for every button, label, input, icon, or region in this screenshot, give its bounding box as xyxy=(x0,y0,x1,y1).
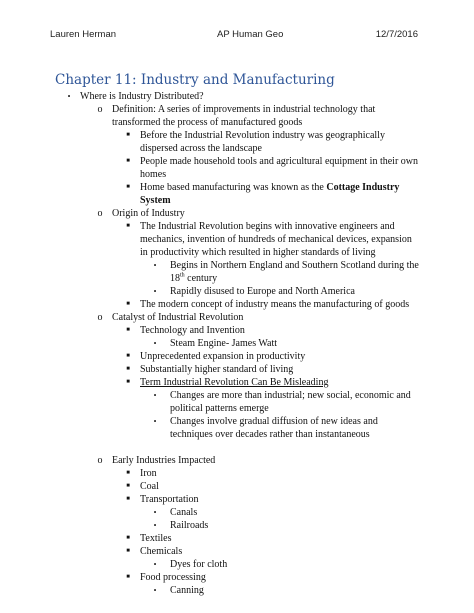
outline-text: People made household tools and agricultural equipment in their own homes xyxy=(140,156,418,180)
bullet-marker: • xyxy=(153,339,157,348)
square-bullet-marker: ■ xyxy=(126,366,130,372)
outline-item xyxy=(0,584,474,597)
bullet-marker: • xyxy=(153,508,157,517)
bullet-marker: o xyxy=(97,312,103,323)
bullet-marker: • xyxy=(153,560,157,569)
outline-item xyxy=(0,350,474,363)
outline-item xyxy=(0,532,474,545)
outline-text: Canals xyxy=(170,507,198,518)
bullet-marker: o xyxy=(97,104,103,115)
outline-item xyxy=(0,298,474,311)
outline-item xyxy=(0,467,474,480)
bullet-marker: • xyxy=(67,92,71,101)
header-date: 12/7/2016 xyxy=(375,29,418,40)
header-name: Lauren Herman xyxy=(50,29,117,40)
outline-item xyxy=(0,90,474,103)
square-bullet-marker: ■ xyxy=(126,548,130,554)
square-bullet-marker: ■ xyxy=(126,574,130,580)
outline-text: Chemicals xyxy=(140,546,183,557)
outline-text: The modern concept of industry means the manufacturing of goods xyxy=(140,299,410,310)
outline-item xyxy=(0,506,474,519)
square-bullet-marker: ■ xyxy=(126,535,130,541)
outline-text: Food processing xyxy=(140,572,206,583)
outline-text: Unprecedented expansion in productivity xyxy=(140,351,306,362)
square-bullet-marker: ■ xyxy=(126,132,130,138)
bullet-marker: • xyxy=(153,391,157,400)
square-bullet-marker: ■ xyxy=(126,158,130,164)
outline-text: Home based manufacturing was known as the xyxy=(140,182,327,193)
outline-item xyxy=(0,311,474,324)
outline-text: The Industrial Revolution begins with innovative engineers and mechanics, invention of hundreds of mechanical devices, expansion in productivity which resulted in higher standards of living xyxy=(140,221,412,258)
bullet-marker: • xyxy=(153,417,157,426)
outline-item xyxy=(0,220,474,259)
bullet-marker: o xyxy=(97,208,103,219)
key-term: Cottage Industry System xyxy=(140,182,400,206)
outline-item xyxy=(0,324,474,337)
page-header xyxy=(50,29,418,43)
outline-text: Dyes for cloth xyxy=(170,559,228,570)
outline-text: Railroads xyxy=(170,520,209,531)
outline-text: Rapidly disused to Europe and North America xyxy=(170,286,355,297)
bullet-marker: o xyxy=(97,455,103,466)
outline-text: Definition: A series of improvements in industrial technology that transformed the process of manufactured goods xyxy=(112,104,376,128)
outline-item xyxy=(0,389,474,415)
outline-item xyxy=(0,415,474,454)
outline-text: Canning xyxy=(170,585,204,596)
square-bullet-marker: ■ xyxy=(126,327,130,333)
outline-item xyxy=(0,558,474,571)
outline-item xyxy=(0,480,474,493)
outline-item xyxy=(0,363,474,376)
outline-text: Where is Industry Distributed? xyxy=(80,91,204,102)
outline-item xyxy=(0,545,474,558)
outline-text: Changes are more than industrial; new social, economic and political patterns emerge xyxy=(170,390,411,414)
outline-text: Begins in Northern England and Southern Scotland during the 18 xyxy=(170,260,419,284)
bullet-marker: • xyxy=(153,586,157,595)
outline-item xyxy=(0,155,474,181)
outline-item xyxy=(0,519,474,532)
outline-text: Textiles xyxy=(140,533,172,544)
square-bullet-marker: ■ xyxy=(126,483,130,489)
outline-item xyxy=(0,571,474,584)
outline-item xyxy=(0,129,474,155)
outline-item xyxy=(0,493,474,506)
square-bullet-marker: ■ xyxy=(126,496,130,502)
outline-text: Steam Engine- James Watt xyxy=(170,338,278,349)
outline-text: Coal xyxy=(140,481,159,492)
outline-item xyxy=(0,376,474,389)
notes-outline xyxy=(0,90,474,597)
outline-text: Changes involve gradual diffusion of new ideas and techniques over decades rather than instantaneous xyxy=(170,416,378,440)
outline-item xyxy=(0,181,474,207)
chapter-title: Chapter 11: Industry and Manufacturing xyxy=(55,72,335,88)
square-bullet-marker: ■ xyxy=(126,379,130,385)
header-course: AP Human Geo xyxy=(217,29,284,40)
outline-text: Technology and Invention xyxy=(140,325,245,336)
outline-text: Term Industrial Revolution Can Be Misleading xyxy=(140,377,329,388)
bullet-marker: • xyxy=(153,521,157,530)
square-bullet-marker: ■ xyxy=(126,353,130,359)
outline-item xyxy=(0,285,474,298)
outline-item xyxy=(0,103,474,129)
outline-text: Iron xyxy=(140,468,157,479)
square-bullet-marker: ■ xyxy=(126,184,130,190)
outline-text: Origin of Industry xyxy=(112,208,185,219)
outline-item xyxy=(0,259,474,285)
outline-text: century xyxy=(184,273,218,284)
square-bullet-marker: ■ xyxy=(126,223,130,229)
outline-item xyxy=(0,337,474,350)
outline-text: Before the Industrial Revolution industry was geographically dispersed across the landscape xyxy=(140,130,385,154)
outline-text: Transportation xyxy=(140,494,199,505)
outline-item xyxy=(0,207,474,220)
outline-text: Substantially higher standard of living xyxy=(140,364,294,375)
outline-text: Early Industries Impacted xyxy=(112,455,216,466)
bullet-marker: • xyxy=(153,261,157,270)
outline-item xyxy=(0,454,474,467)
square-bullet-marker: ■ xyxy=(126,470,130,476)
bullet-marker: • xyxy=(153,287,157,296)
superscript: th xyxy=(180,272,185,279)
square-bullet-marker: ■ xyxy=(126,301,130,307)
outline-text: Catalyst of Industrial Revolution xyxy=(112,312,244,323)
